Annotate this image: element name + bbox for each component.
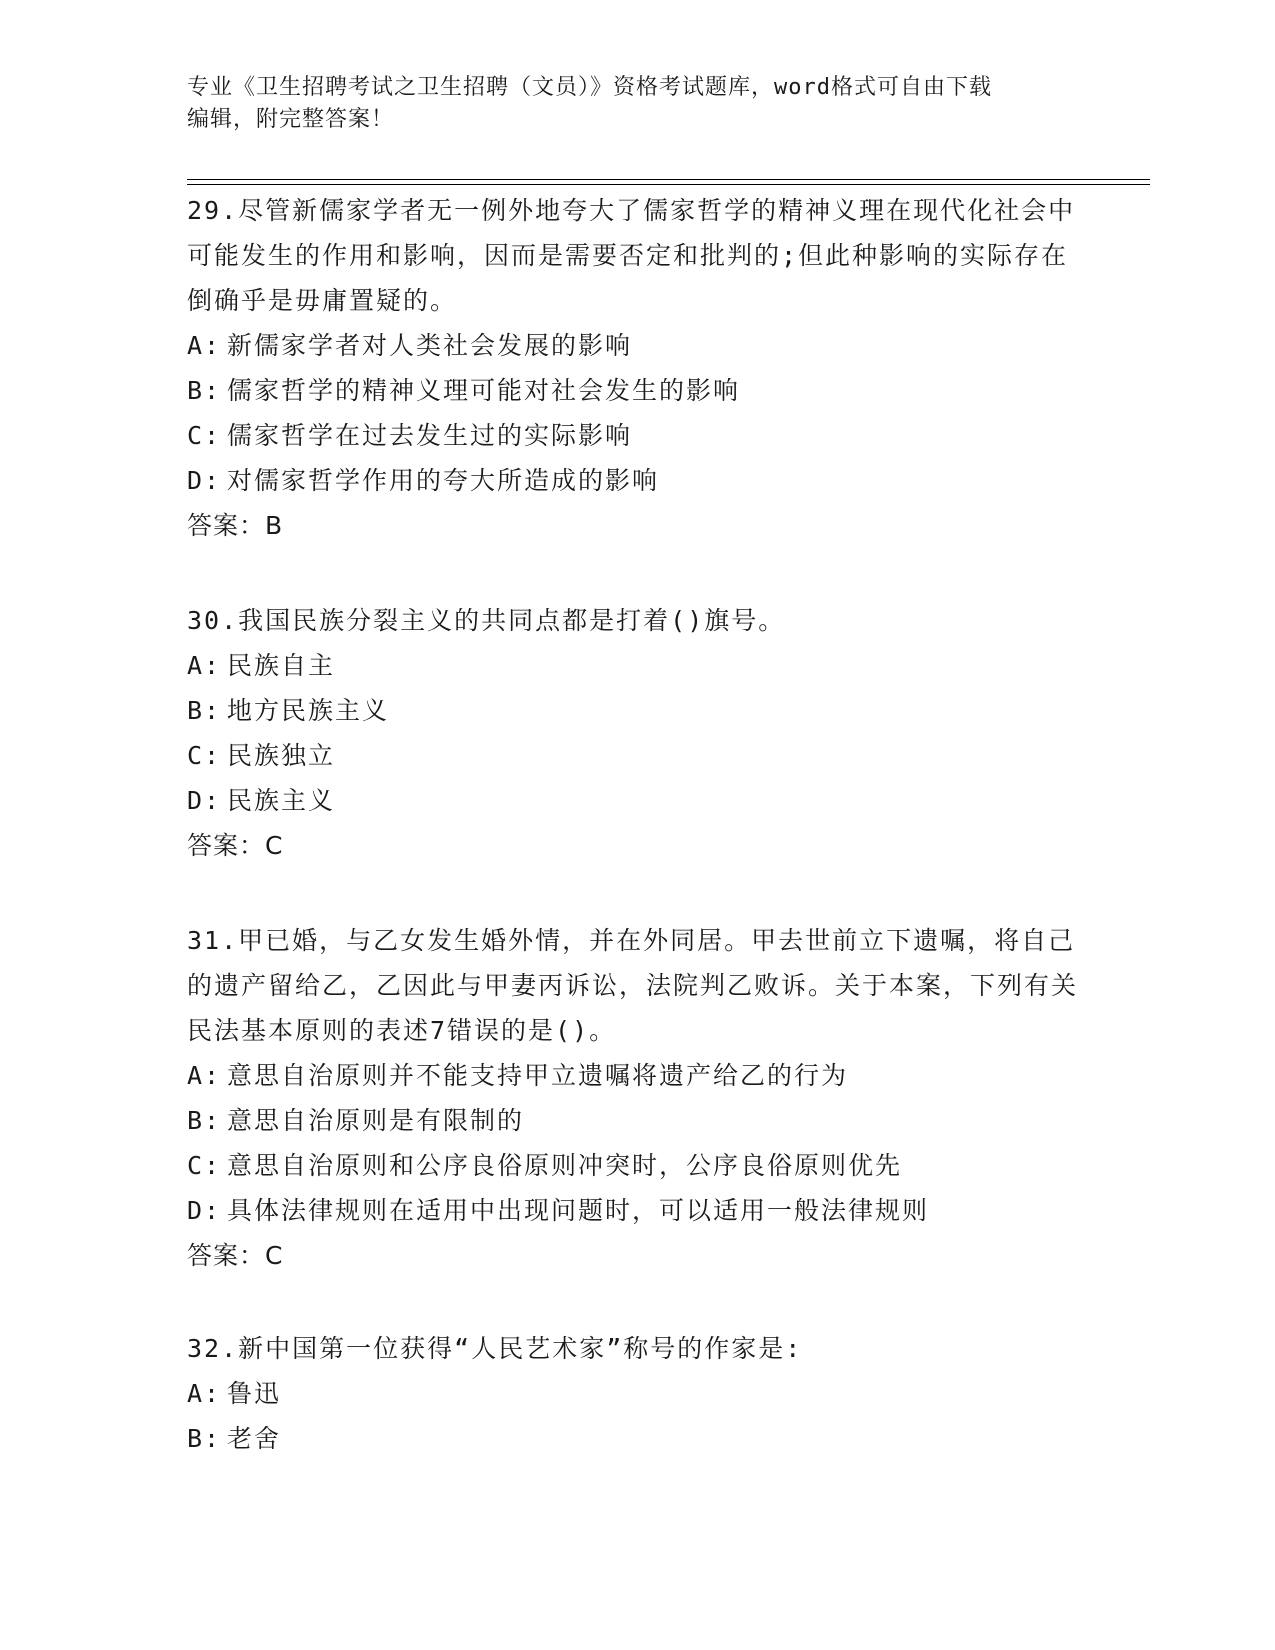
option-text: 民族自主 xyxy=(227,651,336,680)
header-divider-bottom xyxy=(187,184,1150,185)
option-key: D: xyxy=(187,466,222,495)
option-key: C: xyxy=(187,421,222,450)
question-stem: 29.尽管新儒家学者无一例外地夸大了儒家哲学的精神义理在现代化社会中可能发生的作用和影响，因而是需要否定和批判的;但此种影响的实际存在倒确乎是毋庸置疑的。 xyxy=(187,196,1076,315)
answer-label: 答案：C xyxy=(187,831,284,860)
option-b xyxy=(187,688,1087,733)
header-line-1: 专业《卫生招聘考试之卫生招聘（文员）》资格考试题库，word格式可自由下载 xyxy=(187,75,992,100)
option-b xyxy=(187,368,1087,413)
option-text: 意思自治原则和公序良俗原则冲突时，公序良俗原则优先 xyxy=(227,1151,903,1180)
option-key: A: xyxy=(187,1379,222,1408)
question-29 xyxy=(187,188,1087,548)
question-stem: 31.甲已婚，与乙女发生婚外情，并在外同居。甲去世前立下遗嘱，将自己的遗产留给乙，乙因此与甲妻丙诉讼，法院判乙败诉。关于本案，下列有关民法基本原则的表述7错误的是()。 xyxy=(187,926,1079,1045)
question-31 xyxy=(187,918,1087,1278)
option-text: 地方民族主义 xyxy=(227,696,390,725)
option-d xyxy=(187,1188,1087,1233)
option-c xyxy=(187,733,1087,778)
option-text: 新儒家学者对人类社会发展的影响 xyxy=(227,331,633,360)
option-text: 民族独立 xyxy=(227,741,336,770)
option-key: B: xyxy=(187,696,222,725)
option-key: D: xyxy=(187,786,222,815)
document-header xyxy=(187,72,1087,136)
option-key: A: xyxy=(187,651,222,680)
header-line-2: 编辑，附完整答案！ xyxy=(187,107,395,132)
option-key: D: xyxy=(187,1196,222,1225)
question-32 xyxy=(187,1326,1087,1461)
option-key: A: xyxy=(187,1061,222,1090)
option-text: 老舍 xyxy=(227,1424,282,1453)
option-d xyxy=(187,458,1087,503)
option-a xyxy=(187,643,1087,688)
answer-label: 答案：C xyxy=(187,1241,284,1270)
option-c xyxy=(187,413,1087,458)
answer-label: 答案：B xyxy=(187,511,284,540)
option-text: 民族主义 xyxy=(227,786,336,815)
option-a xyxy=(187,1053,1087,1098)
option-text: 儒家哲学的精神义理可能对社会发生的影响 xyxy=(227,376,741,405)
option-b xyxy=(187,1416,1087,1461)
option-key: C: xyxy=(187,1151,222,1180)
option-text: 具体法律规则在适用中出现问题时，可以适用一般法律规则 xyxy=(227,1196,930,1225)
header-divider-top xyxy=(187,179,1150,180)
option-b xyxy=(187,1098,1087,1143)
question-stem: 32.新中国第一位获得“人民艺术家”称号的作家是: xyxy=(187,1334,803,1363)
option-text: 意思自治原则并不能支持甲立遗嘱将遗产给乙的行为 xyxy=(227,1061,849,1090)
option-key: B: xyxy=(187,1106,222,1135)
option-key: A: xyxy=(187,331,222,360)
question-30 xyxy=(187,598,1087,868)
option-key: B: xyxy=(187,1424,222,1453)
option-a xyxy=(187,1371,1087,1416)
option-key: C: xyxy=(187,741,222,770)
option-a xyxy=(187,323,1087,368)
option-c xyxy=(187,1143,1087,1188)
option-text: 对儒家哲学作用的夸大所造成的影响 xyxy=(227,466,660,495)
question-stem: 30.我国民族分裂主义的共同点都是打着()旗号。 xyxy=(187,606,786,635)
option-d xyxy=(187,778,1087,823)
option-text: 儒家哲学在过去发生过的实际影响 xyxy=(227,421,633,450)
option-key: B: xyxy=(187,376,222,405)
option-text: 鲁迅 xyxy=(227,1379,282,1408)
option-text: 意思自治原则是有限制的 xyxy=(227,1106,525,1135)
